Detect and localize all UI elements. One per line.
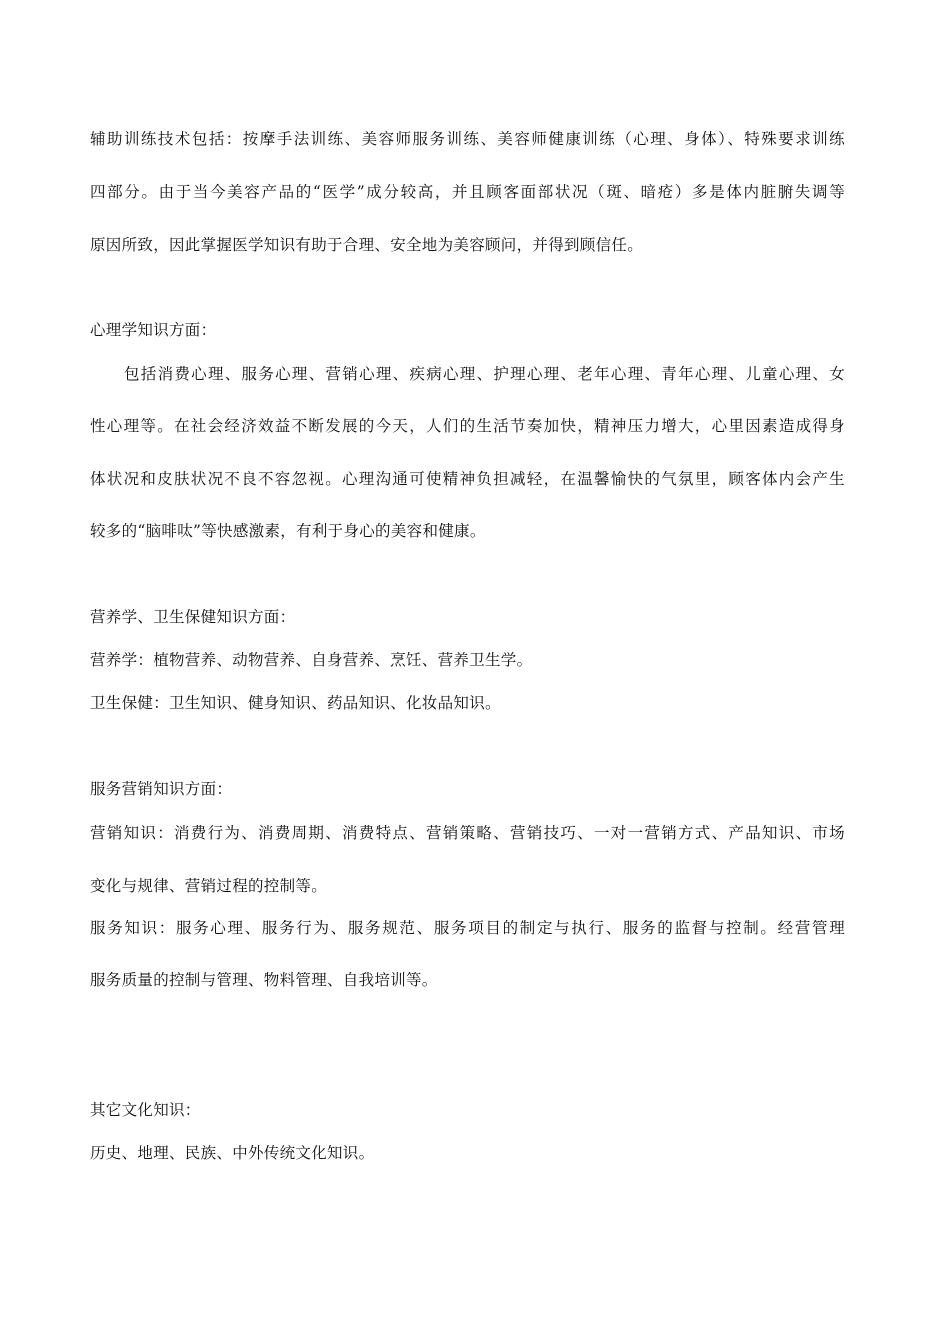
culture-heading: 其它文化知识： [90,1101,201,1119]
intro-line-1: 辅助训练技术包括：按摩手法训练、美容师服务训练、美容师健康训练（心理、身体）、特殊要求训练 [90,130,845,148]
psychology-line-3: 体状况和皮肤状况不良不容忽视。心理沟通可使精神负担减轻，在温馨愉快的气氛里，顾客体内会产生 [90,470,845,488]
service-line-4: 服务质量的控制与管理、物料管理、自我培训等。 [90,971,438,989]
intro-line-2: 四部分。由于当今美容产品的“医学”成分较高，并且顾客面部状况（斑、暗疮）多是体内脏腑失调等 [90,183,845,201]
nutrition-line-2: 卫生保健：卫生知识、健身知识、药品知识、化妆品知识。 [90,694,501,712]
nutrition-heading: 营养学、卫生保健知识方面： [90,608,296,626]
psychology-heading: 心理学知识方面： [90,321,217,339]
culture-line-1: 历史、地理、民族、中外传统文化知识。 [90,1144,375,1162]
intro-line-3: 原因所致，因此掌握医学知识有助于合理、安全地为美容顾问，并得到顾信任。 [90,236,644,254]
service-line-3: 服务知识：服务心理、服务行为、服务规范、服务项目的制定与执行、服务的监督与控制。经营管理 [90,919,845,937]
psychology-line-1: 包括消费心理、服务心理、营销心理、疾病心理、护理心理、老年心理、青年心理、儿童心理、女 [124,365,845,383]
service-line-1: 营销知识：消费行为、消费周期、消费特点、营销策略、营销技巧、一对一营销方式、产品知识、市场 [90,824,845,842]
service-heading: 服务营销知识方面： [90,780,233,798]
nutrition-line-1: 营养学：植物营养、动物营养、自身营养、烹饪、营养卫生学。 [90,651,533,669]
psychology-line-2: 性心理等。在社会经济效益不断发展的今天，人们的生活节奏加快，精神压力增大，心里因素造成得身 [90,417,845,435]
psychology-line-4: 较多的“脑啡呔”等快感激素，有利于身心的美容和健康。 [90,522,486,540]
service-line-2: 变化与规律、营销过程的控制等。 [90,877,328,895]
